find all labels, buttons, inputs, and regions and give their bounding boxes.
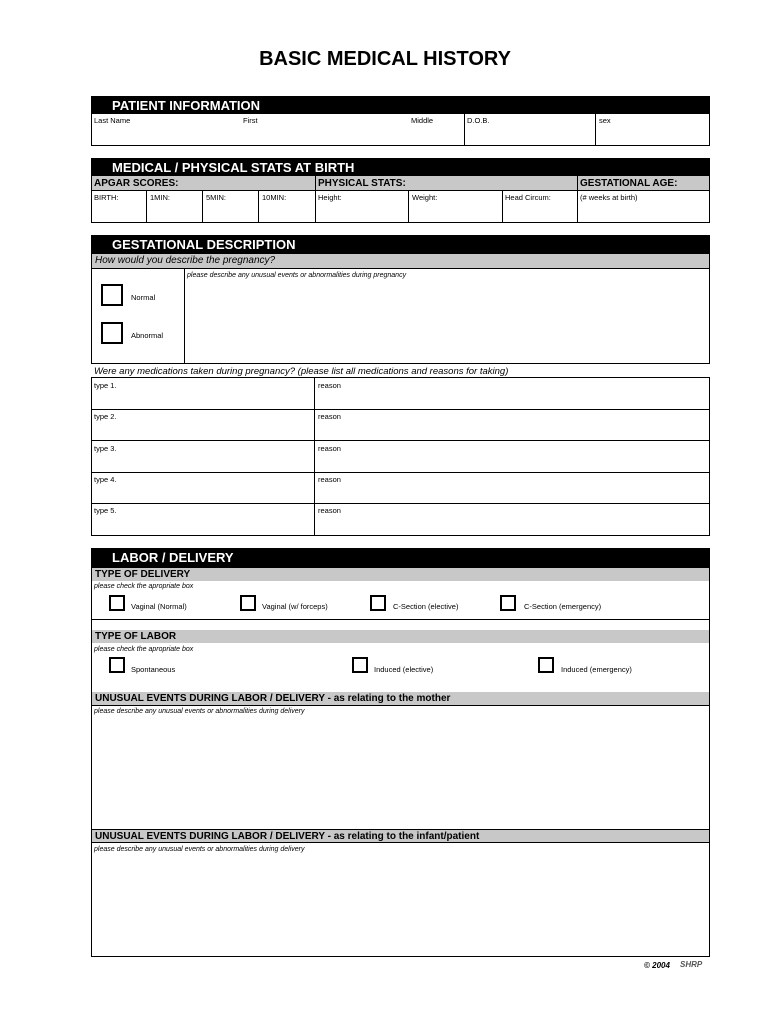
pregnancy-question: How would you describe the pregnancy? [91, 254, 710, 268]
medication-type-field[interactable]: type 5. [94, 506, 117, 515]
birth-stats-header: MEDICAL / PHYSICAL STATS AT BIRTH [91, 158, 710, 176]
c-section-elective-label: C-Section (elective) [393, 602, 459, 611]
apgar-birth-field[interactable]: BIRTH: [94, 193, 119, 202]
c-section-emergency-checkbox[interactable] [500, 595, 516, 611]
abnormal-label: Abnormal [131, 331, 164, 340]
mother-events-note: please describe any unusual events or abnormalities during delivery [94, 708, 305, 715]
height-field[interactable]: Height: [318, 193, 342, 202]
delivery-type-heading: TYPE OF DELIVERY [92, 568, 709, 581]
divider [464, 114, 465, 146]
normal-label: Normal [131, 293, 156, 302]
head-circum-field[interactable]: Head Circum: [505, 193, 551, 202]
shrp-logo: SHRP [680, 960, 703, 969]
induced-elective-label: Induced (elective) [374, 665, 434, 674]
apgar-1min-field[interactable]: 1MIN: [150, 193, 171, 202]
divider [91, 472, 710, 473]
induced-elective-checkbox[interactable] [352, 657, 368, 673]
divider [577, 176, 578, 223]
weight-field[interactable]: Weight: [412, 193, 438, 202]
medication-reason-field[interactable]: reason [318, 412, 341, 421]
divider [258, 190, 259, 223]
medication-type-field[interactable]: type 2. [94, 412, 117, 421]
divider [202, 190, 203, 223]
divider [184, 268, 185, 364]
pregnancy-describe-note: please describe any unusual events or abnormalities during pregnancy [187, 272, 407, 279]
labor-check-note: please check the apropriate box [94, 646, 194, 653]
dob-field[interactable]: D.O.B. [467, 116, 490, 125]
normal-checkbox[interactable] [101, 284, 123, 306]
divider [91, 409, 710, 410]
c-section-emergency-label: C-Section (emergency) [524, 602, 602, 611]
spontaneous-label: Spontaneous [131, 665, 176, 674]
last-name-field[interactable]: Last Name [94, 116, 131, 125]
copyright-text: © 2004 [644, 961, 670, 970]
medication-reason-field[interactable]: reason [318, 444, 341, 453]
divider [91, 440, 710, 441]
c-section-elective-checkbox[interactable] [370, 595, 386, 611]
apgar-10min-field[interactable]: 10MIN: [262, 193, 287, 202]
apgar-label: APGAR SCORES: [94, 178, 179, 189]
vaginal-normal-label: Vaginal (Normal) [131, 602, 187, 611]
divider [408, 190, 409, 223]
divider [91, 503, 710, 504]
sex-field[interactable]: sex [599, 116, 611, 125]
medication-reason-field[interactable]: reason [318, 506, 341, 515]
apgar-5min-field[interactable]: 5MIN: [206, 193, 227, 202]
vaginal-forceps-checkbox[interactable] [240, 595, 256, 611]
induced-emergency-label: Induced (emergency) [561, 665, 632, 674]
page-title: BASIC MEDICAL HISTORY [259, 48, 511, 70]
gestational-age-label: GESTATIONAL AGE: [580, 178, 678, 189]
infant-events-heading: UNUSUAL EVENTS DURING LABOR / DELIVERY - as relating to the infant/patient [92, 829, 709, 843]
medication-type-field[interactable]: type 1. [94, 381, 117, 390]
medication-type-field[interactable]: type 3. [94, 444, 117, 453]
medication-reason-field[interactable]: reason [318, 475, 341, 484]
labor-delivery-header: LABOR / DELIVERY [91, 548, 710, 567]
divider [146, 190, 147, 223]
divider [595, 114, 596, 146]
patient-info-header: PATIENT INFORMATION [91, 96, 710, 114]
delivery-check-note: please check the apropriate box [94, 583, 194, 590]
vaginal-normal-checkbox[interactable] [109, 595, 125, 611]
medication-reason-field[interactable]: reason [318, 381, 341, 390]
spontaneous-checkbox[interactable] [109, 657, 125, 673]
infant-events-note: please describe any unusual events or abnormalities during delivery [94, 846, 305, 853]
divider [91, 619, 710, 620]
mother-events-heading: UNUSUAL EVENTS DURING LABOR / DELIVERY - as relating to the mother [92, 692, 709, 706]
labor-type-heading: TYPE OF LABOR [92, 630, 709, 643]
vaginal-forceps-label: Vaginal (w/ forceps) [262, 602, 328, 611]
abnormal-checkbox[interactable] [101, 322, 123, 344]
medications-box [91, 377, 710, 536]
first-name-field[interactable]: First [243, 116, 258, 125]
medication-type-field[interactable]: type 4. [94, 475, 117, 484]
induced-emergency-checkbox[interactable] [538, 657, 554, 673]
divider [502, 190, 503, 223]
labor-delivery-box [91, 567, 710, 957]
gestational-header: GESTATIONAL DESCRIPTION [91, 235, 710, 254]
patient-info-box [91, 113, 710, 146]
physical-stats-label: PHYSICAL STATS: [318, 178, 406, 189]
medications-question: Were any medications taken during pregnancy? (please list all medications and reasons for taking) [94, 366, 509, 377]
divider [314, 377, 315, 536]
middle-name-field[interactable]: Middle [411, 116, 434, 125]
gestational-weeks-field[interactable]: (# weeks at birth) [580, 193, 638, 202]
divider [315, 176, 316, 223]
